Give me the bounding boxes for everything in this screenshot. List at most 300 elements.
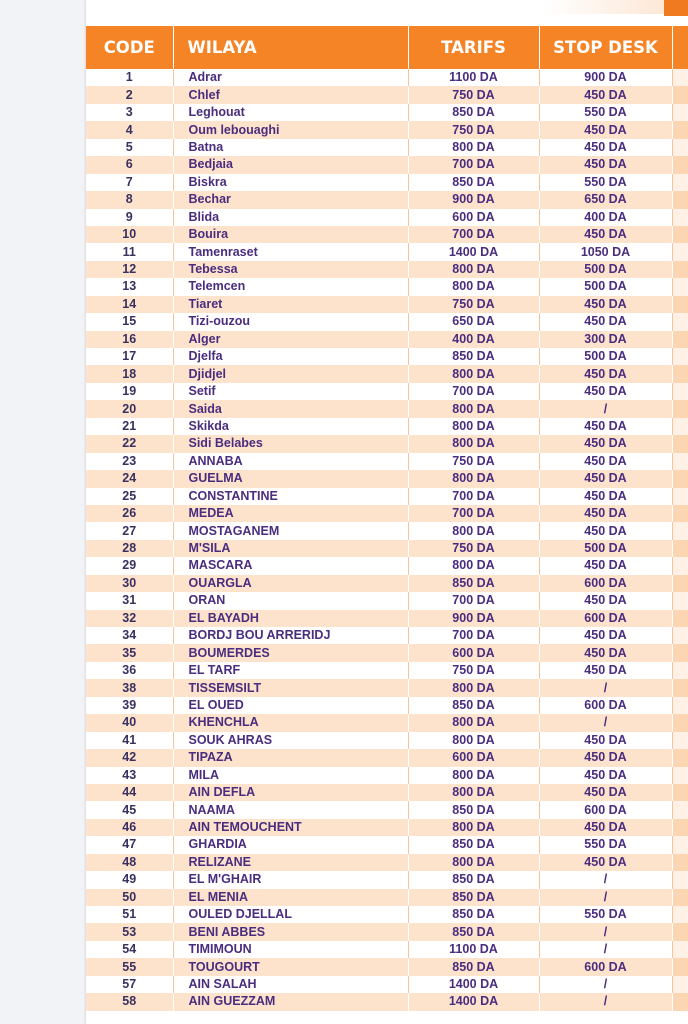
- cell-extra: [672, 644, 688, 661]
- cell-wilaya: EL MENIA: [173, 889, 408, 906]
- cell-code: 38: [86, 679, 173, 696]
- cell-code: 26: [86, 505, 173, 522]
- cell-extra: [672, 278, 688, 295]
- cell-code: 47: [86, 836, 173, 853]
- cell-wilaya: EL BAYADH: [173, 610, 408, 627]
- cell-extra: [672, 732, 688, 749]
- cell-code: 58: [86, 993, 173, 1010]
- cell-stop-desk: /: [539, 679, 672, 696]
- cell-wilaya: Biskra: [173, 174, 408, 191]
- cell-extra: [672, 958, 688, 975]
- cell-code: 30: [86, 575, 173, 592]
- cell-code: 7: [86, 174, 173, 191]
- cell-extra: [672, 121, 688, 138]
- table-row: [86, 278, 688, 295]
- cell-extra: [672, 540, 688, 557]
- cell-stop-desk: 450 DA: [539, 435, 672, 452]
- cell-wilaya: Blida: [173, 209, 408, 226]
- cell-code: 5: [86, 139, 173, 156]
- cell-code: 20: [86, 400, 173, 417]
- cell-wilaya: Setif: [173, 383, 408, 400]
- table-row: [86, 749, 688, 766]
- cell-stop-desk: 500 DA: [539, 278, 672, 295]
- cell-extra: [672, 871, 688, 888]
- cell-stop-desk: 450 DA: [539, 749, 672, 766]
- cell-tarif: 750 DA: [408, 540, 539, 557]
- cell-tarif: 900 DA: [408, 191, 539, 208]
- cell-wilaya: Skikda: [173, 418, 408, 435]
- cell-stop-desk: 450 DA: [539, 453, 672, 470]
- cell-tarif: 600 DA: [408, 644, 539, 661]
- cell-extra: [672, 296, 688, 313]
- cell-extra: [672, 906, 688, 923]
- cell-wilaya: Bedjaia: [173, 156, 408, 173]
- cell-code: 36: [86, 662, 173, 679]
- cell-extra: [672, 104, 688, 121]
- cell-wilaya: GHARDIA: [173, 836, 408, 853]
- cell-stop-desk: 600 DA: [539, 697, 672, 714]
- cell-wilaya: Tizi-ouzou: [173, 313, 408, 330]
- cell-stop-desk: 550 DA: [539, 906, 672, 923]
- cell-extra: [672, 662, 688, 679]
- cell-extra: [672, 156, 688, 173]
- cell-tarif: 800 DA: [408, 418, 539, 435]
- cell-tarif: 1400 DA: [408, 993, 539, 1010]
- cell-stop-desk: 600 DA: [539, 801, 672, 818]
- cell-code: 4: [86, 121, 173, 138]
- cell-wilaya: Djelfa: [173, 348, 408, 365]
- cell-stop-desk: 450 DA: [539, 819, 672, 836]
- cell-tarif: 800 DA: [408, 261, 539, 278]
- cell-tarif: 750 DA: [408, 453, 539, 470]
- cell-stop-desk: /: [539, 889, 672, 906]
- cell-tarif: 850 DA: [408, 906, 539, 923]
- table-row: [86, 121, 688, 138]
- cell-wilaya: Djidjel: [173, 365, 408, 382]
- cell-wilaya: BOUMERDES: [173, 644, 408, 661]
- cell-wilaya: TIPAZA: [173, 749, 408, 766]
- table-row: [86, 174, 688, 191]
- cell-extra: [672, 575, 688, 592]
- cell-extra: [672, 854, 688, 871]
- cell-wilaya: BORDJ BOU ARRERIDJ: [173, 627, 408, 644]
- cell-stop-desk: 450 DA: [539, 226, 672, 243]
- cell-extra: [672, 383, 688, 400]
- cell-tarif: 850 DA: [408, 923, 539, 940]
- cell-tarif: 800 DA: [408, 784, 539, 801]
- table-row: [86, 470, 688, 487]
- table-row: [86, 679, 688, 696]
- cell-stop-desk: 450 DA: [539, 383, 672, 400]
- cell-wilaya: CONSTANTINE: [173, 488, 408, 505]
- cell-code: 44: [86, 784, 173, 801]
- table-row: [86, 801, 688, 818]
- cell-wilaya: Batna: [173, 139, 408, 156]
- cell-code: 35: [86, 644, 173, 661]
- cell-code: 6: [86, 156, 173, 173]
- cell-code: 3: [86, 104, 173, 121]
- cell-tarif: 1100 DA: [408, 69, 539, 86]
- cell-stop-desk: 300 DA: [539, 331, 672, 348]
- header-extra-column: [672, 26, 688, 69]
- cell-extra: [672, 697, 688, 714]
- cell-extra: [672, 819, 688, 836]
- table-row: [86, 993, 688, 1010]
- cell-stop-desk: 900 DA: [539, 69, 672, 86]
- cell-extra: [672, 470, 688, 487]
- cell-stop-desk: 450 DA: [539, 86, 672, 103]
- cell-extra: [672, 400, 688, 417]
- cell-stop-desk: 1050 DA: [539, 243, 672, 260]
- cell-extra: [672, 749, 688, 766]
- cell-wilaya: TISSEMSILT: [173, 679, 408, 696]
- cell-code: 25: [86, 488, 173, 505]
- cell-stop-desk: 450 DA: [539, 488, 672, 505]
- cell-wilaya: Bechar: [173, 191, 408, 208]
- cell-stop-desk: 500 DA: [539, 261, 672, 278]
- cell-code: 31: [86, 592, 173, 609]
- cell-stop-desk: 600 DA: [539, 610, 672, 627]
- cell-wilaya: M'SILA: [173, 540, 408, 557]
- cell-tarif: 700 DA: [408, 383, 539, 400]
- cell-extra: [672, 836, 688, 853]
- cell-code: 22: [86, 435, 173, 452]
- table-body: [86, 69, 688, 1011]
- cell-tarif: 700 DA: [408, 156, 539, 173]
- cell-wilaya: KHENCHLA: [173, 714, 408, 731]
- cell-tarif: 750 DA: [408, 86, 539, 103]
- table-row: [86, 488, 688, 505]
- cell-wilaya: ORAN: [173, 592, 408, 609]
- cell-extra: [672, 174, 688, 191]
- table-row: [86, 784, 688, 801]
- cell-wilaya: OULED DJELLAL: [173, 906, 408, 923]
- table-row: [86, 348, 688, 365]
- cell-code: 12: [86, 261, 173, 278]
- cell-stop-desk: 450 DA: [539, 522, 672, 539]
- cell-stop-desk: /: [539, 941, 672, 958]
- cell-extra: [672, 418, 688, 435]
- cell-wilaya: BENI ABBES: [173, 923, 408, 940]
- cell-extra: [672, 243, 688, 260]
- cell-code: 32: [86, 610, 173, 627]
- cell-wilaya: Oum lebouaghi: [173, 121, 408, 138]
- cell-stop-desk: /: [539, 923, 672, 940]
- cell-extra: [672, 348, 688, 365]
- cell-tarif: 850 DA: [408, 889, 539, 906]
- cell-extra: [672, 313, 688, 330]
- table-row: [86, 418, 688, 435]
- cell-stop-desk: 450 DA: [539, 156, 672, 173]
- cell-tarif: 850 DA: [408, 575, 539, 592]
- cell-wilaya: Tiaret: [173, 296, 408, 313]
- cell-stop-desk: 450 DA: [539, 296, 672, 313]
- cell-code: 50: [86, 889, 173, 906]
- cell-code: 18: [86, 365, 173, 382]
- cell-stop-desk: 450 DA: [539, 767, 672, 784]
- cell-tarif: 850 DA: [408, 348, 539, 365]
- cell-stop-desk: 600 DA: [539, 575, 672, 592]
- cell-tarif: 700 DA: [408, 505, 539, 522]
- cell-wilaya: Alger: [173, 331, 408, 348]
- cell-stop-desk: 450 DA: [539, 592, 672, 609]
- cell-tarif: 750 DA: [408, 296, 539, 313]
- cell-stop-desk: 400 DA: [539, 209, 672, 226]
- cell-wilaya: TIMIMOUN: [173, 941, 408, 958]
- cell-code: 43: [86, 767, 173, 784]
- cell-code: 48: [86, 854, 173, 871]
- cell-tarif: 800 DA: [408, 278, 539, 295]
- cell-extra: [672, 557, 688, 574]
- cell-stop-desk: /: [539, 993, 672, 1010]
- cell-code: 15: [86, 313, 173, 330]
- cell-code: 29: [86, 557, 173, 574]
- cell-stop-desk: /: [539, 976, 672, 993]
- cell-extra: [672, 522, 688, 539]
- cell-extra: [672, 86, 688, 103]
- table-row: [86, 209, 688, 226]
- cell-code: 23: [86, 453, 173, 470]
- cell-stop-desk: 550 DA: [539, 174, 672, 191]
- cell-wilaya: GUELMA: [173, 470, 408, 487]
- cell-extra: [672, 767, 688, 784]
- cell-extra: [672, 714, 688, 731]
- cell-extra: [672, 889, 688, 906]
- cell-code: 2: [86, 86, 173, 103]
- cell-code: 53: [86, 923, 173, 940]
- table-row: [86, 889, 688, 906]
- cell-stop-desk: /: [539, 871, 672, 888]
- cell-tarif: 850 DA: [408, 697, 539, 714]
- cell-tarif: 650 DA: [408, 313, 539, 330]
- cell-extra: [672, 505, 688, 522]
- table-row: [86, 714, 688, 731]
- header-code: CODE: [86, 26, 173, 69]
- cell-extra: [672, 69, 688, 86]
- cell-tarif: 850 DA: [408, 104, 539, 121]
- cell-stop-desk: 450 DA: [539, 505, 672, 522]
- cell-extra: [672, 993, 688, 1010]
- cell-wilaya: EL TARF: [173, 662, 408, 679]
- table-row: [86, 191, 688, 208]
- cell-wilaya: AIN GUEZZAM: [173, 993, 408, 1010]
- table-row: [86, 243, 688, 260]
- table-row: [86, 557, 688, 574]
- cell-extra: [672, 679, 688, 696]
- table-row: [86, 767, 688, 784]
- cell-wilaya: OUARGLA: [173, 575, 408, 592]
- cell-code: 40: [86, 714, 173, 731]
- cell-tarif: 750 DA: [408, 662, 539, 679]
- cell-code: 13: [86, 278, 173, 295]
- cell-wilaya: SOUK AHRAS: [173, 732, 408, 749]
- cell-wilaya: MASCARA: [173, 557, 408, 574]
- cell-stop-desk: 450 DA: [539, 470, 672, 487]
- cell-stop-desk: 450 DA: [539, 644, 672, 661]
- cell-tarif: 800 DA: [408, 767, 539, 784]
- cell-code: 10: [86, 226, 173, 243]
- cell-wilaya: Adrar: [173, 69, 408, 86]
- table-row: [86, 627, 688, 644]
- cell-tarif: 850 DA: [408, 871, 539, 888]
- cell-wilaya: Bouira: [173, 226, 408, 243]
- cell-stop-desk: 500 DA: [539, 540, 672, 557]
- cell-extra: [672, 627, 688, 644]
- table-row: [86, 610, 688, 627]
- cell-extra: [672, 261, 688, 278]
- table-header-row: [86, 26, 688, 69]
- cell-stop-desk: 550 DA: [539, 104, 672, 121]
- cell-stop-desk: 450 DA: [539, 313, 672, 330]
- cell-extra: [672, 331, 688, 348]
- cell-tarif: 600 DA: [408, 209, 539, 226]
- cell-code: 42: [86, 749, 173, 766]
- cell-code: 54: [86, 941, 173, 958]
- cell-extra: [672, 488, 688, 505]
- table-row: [86, 958, 688, 975]
- table-row: [86, 139, 688, 156]
- cell-extra: [672, 784, 688, 801]
- table-row: [86, 400, 688, 417]
- table-row: [86, 453, 688, 470]
- cell-extra: [672, 592, 688, 609]
- cell-tarif: 800 DA: [408, 854, 539, 871]
- table-row: [86, 540, 688, 557]
- cell-code: 46: [86, 819, 173, 836]
- cell-wilaya: EL M'GHAIR: [173, 871, 408, 888]
- cell-wilaya: RELIZANE: [173, 854, 408, 871]
- table-row: [86, 331, 688, 348]
- cell-code: 17: [86, 348, 173, 365]
- header-tarifs: TARIFS: [408, 26, 539, 69]
- cell-stop-desk: 450 DA: [539, 784, 672, 801]
- cell-wilaya: Tamenraset: [173, 243, 408, 260]
- cell-wilaya: AIN SALAH: [173, 976, 408, 993]
- cell-wilaya: MILA: [173, 767, 408, 784]
- cell-tarif: 800 DA: [408, 365, 539, 382]
- table-row: [86, 906, 688, 923]
- cell-tarif: 400 DA: [408, 331, 539, 348]
- cell-stop-desk: 450 DA: [539, 662, 672, 679]
- cell-tarif: 800 DA: [408, 139, 539, 156]
- cell-tarif: 800 DA: [408, 732, 539, 749]
- cell-tarif: 800 DA: [408, 400, 539, 417]
- cell-code: 55: [86, 958, 173, 975]
- cell-wilaya: AIN TEMOUCHENT: [173, 819, 408, 836]
- cell-code: 19: [86, 383, 173, 400]
- cell-code: 9: [86, 209, 173, 226]
- cell-code: 45: [86, 801, 173, 818]
- cell-tarif: 1400 DA: [408, 976, 539, 993]
- cell-wilaya: Chlef: [173, 86, 408, 103]
- table-row: [86, 296, 688, 313]
- table-row: [86, 575, 688, 592]
- cell-tarif: 800 DA: [408, 679, 539, 696]
- cell-tarif: 850 DA: [408, 958, 539, 975]
- cell-stop-desk: 600 DA: [539, 958, 672, 975]
- cell-extra: [672, 976, 688, 993]
- table-row: [86, 644, 688, 661]
- cell-code: 14: [86, 296, 173, 313]
- table-row: [86, 383, 688, 400]
- table-row: [86, 836, 688, 853]
- cell-tarif: 850 DA: [408, 801, 539, 818]
- table-row: [86, 505, 688, 522]
- cell-tarif: 700 DA: [408, 592, 539, 609]
- cell-wilaya: ANNABA: [173, 453, 408, 470]
- cell-wilaya: MEDEA: [173, 505, 408, 522]
- cell-stop-desk: /: [539, 400, 672, 417]
- table-row: [86, 313, 688, 330]
- cell-tarif: 800 DA: [408, 470, 539, 487]
- cell-tarif: 700 DA: [408, 488, 539, 505]
- cell-wilaya: NAAMA: [173, 801, 408, 818]
- cell-code: 21: [86, 418, 173, 435]
- cell-wilaya: Tebessa: [173, 261, 408, 278]
- cell-stop-desk: 450 DA: [539, 365, 672, 382]
- cell-code: 57: [86, 976, 173, 993]
- cell-extra: [672, 365, 688, 382]
- cell-stop-desk: 450 DA: [539, 121, 672, 138]
- header-decoration-accent: [664, 0, 688, 16]
- cell-code: 1: [86, 69, 173, 86]
- cell-stop-desk: 450 DA: [539, 732, 672, 749]
- table-row: [86, 69, 688, 86]
- table-row: [86, 976, 688, 993]
- cell-extra: [672, 139, 688, 156]
- cell-tarif: 800 DA: [408, 557, 539, 574]
- cell-code: 51: [86, 906, 173, 923]
- table-row: [86, 697, 688, 714]
- header-stop-desk: STOP DESK: [539, 26, 672, 69]
- table-row: [86, 662, 688, 679]
- cell-code: 11: [86, 243, 173, 260]
- cell-stop-desk: /: [539, 714, 672, 731]
- cell-wilaya: Sidi Belabes: [173, 435, 408, 452]
- cell-code: 8: [86, 191, 173, 208]
- cell-tarif: 850 DA: [408, 174, 539, 191]
- cell-extra: [672, 453, 688, 470]
- cell-code: 39: [86, 697, 173, 714]
- cell-wilaya: TOUGOURT: [173, 958, 408, 975]
- cell-extra: [672, 226, 688, 243]
- cell-tarif: 700 DA: [408, 627, 539, 644]
- cell-code: 27: [86, 522, 173, 539]
- table-row: [86, 732, 688, 749]
- table-row: [86, 365, 688, 382]
- cell-tarif: 800 DA: [408, 435, 539, 452]
- cell-stop-desk: 450 DA: [539, 854, 672, 871]
- table-row: [86, 854, 688, 871]
- cell-code: 28: [86, 540, 173, 557]
- cell-code: 34: [86, 627, 173, 644]
- cell-extra: [672, 801, 688, 818]
- cell-code: 41: [86, 732, 173, 749]
- cell-wilaya: EL OUED: [173, 697, 408, 714]
- cell-wilaya: Leghouat: [173, 104, 408, 121]
- cell-code: 16: [86, 331, 173, 348]
- table-row: [86, 923, 688, 940]
- cell-stop-desk: 550 DA: [539, 836, 672, 853]
- cell-tarif: 600 DA: [408, 749, 539, 766]
- cell-extra: [672, 941, 688, 958]
- table-row: [86, 104, 688, 121]
- table-row: [86, 86, 688, 103]
- cell-code: 49: [86, 871, 173, 888]
- tariff-table: [86, 26, 688, 1011]
- cell-extra: [672, 610, 688, 627]
- cell-extra: [672, 923, 688, 940]
